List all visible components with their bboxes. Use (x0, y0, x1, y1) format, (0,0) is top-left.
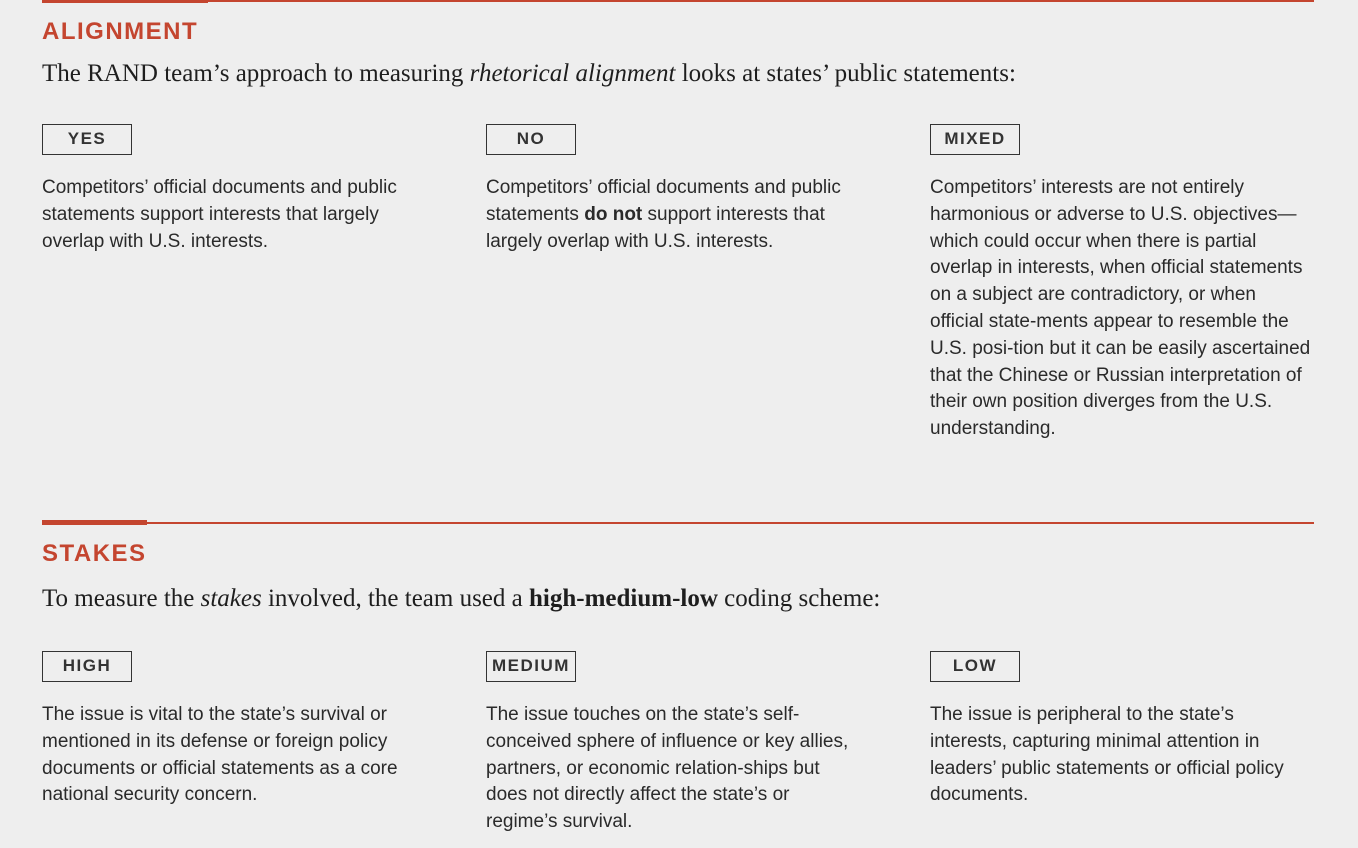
alignment-no-column (486, 124, 886, 255)
high-tag: HIGH (42, 651, 132, 682)
alignment-yes-column (42, 124, 442, 255)
stakes-section (42, 522, 1314, 848)
no-description: Competitors’ official documents and public statements do not support interests that largely overlap with U.S. interests. (486, 177, 841, 252)
stakes-heading: STAKES (42, 540, 147, 567)
high-description: The issue is vital to the state’s survival or mentioned in its defense or foreign policy documents or official statements as a core national security concern. (42, 704, 398, 806)
alignment-mixed-column (930, 124, 1330, 443)
stakes-divider (42, 522, 1314, 524)
alignment-intro: The RAND team’s approach to measuring rhetorical alignment looks at states’ public statements: (42, 60, 1016, 87)
low-description: The issue is peripheral to the state’s interests, capturing minimal attention in leaders’ public statements or official policy documents. (930, 704, 1284, 806)
stakes-low-column (930, 651, 1330, 809)
no-tag: NO (486, 124, 576, 155)
stakes-medium-column (486, 651, 886, 836)
alignment-divider (42, 0, 1314, 2)
alignment-heading: ALIGNMENT (42, 18, 199, 45)
yes-description: Competitors’ official documents and public statements support interests that largely overlap with U.S. interests. (42, 177, 397, 252)
low-tag: LOW (930, 651, 1020, 682)
yes-tag: YES (42, 124, 132, 155)
mixed-tag: MIXED (930, 124, 1020, 155)
medium-description: The issue touches on the state’s self-conceived sphere of influence or key allies, partners, or economic relation-ships but does not directly affect the state’s or regime’s survival. (486, 704, 849, 833)
alignment-section (42, 0, 1314, 470)
medium-tag: MEDIUM (486, 651, 576, 682)
stakes-high-column (42, 651, 442, 809)
mixed-description: Competitors’ interests are not entirely harmonious or adverse to U.S. objectives—which could occur when there is partial overlap in interests, when official statements on a subject are contradictory, or when official state-ments appear to resemble the U.S. posi-tion but it can be easily ascertained that the Chinese or Russian interpretation of their own position diverges from the U.S. understanding. (930, 177, 1311, 440)
stakes-intro: To measure the stakes involved, the team used a high-medium-low coding scheme: (42, 585, 881, 612)
